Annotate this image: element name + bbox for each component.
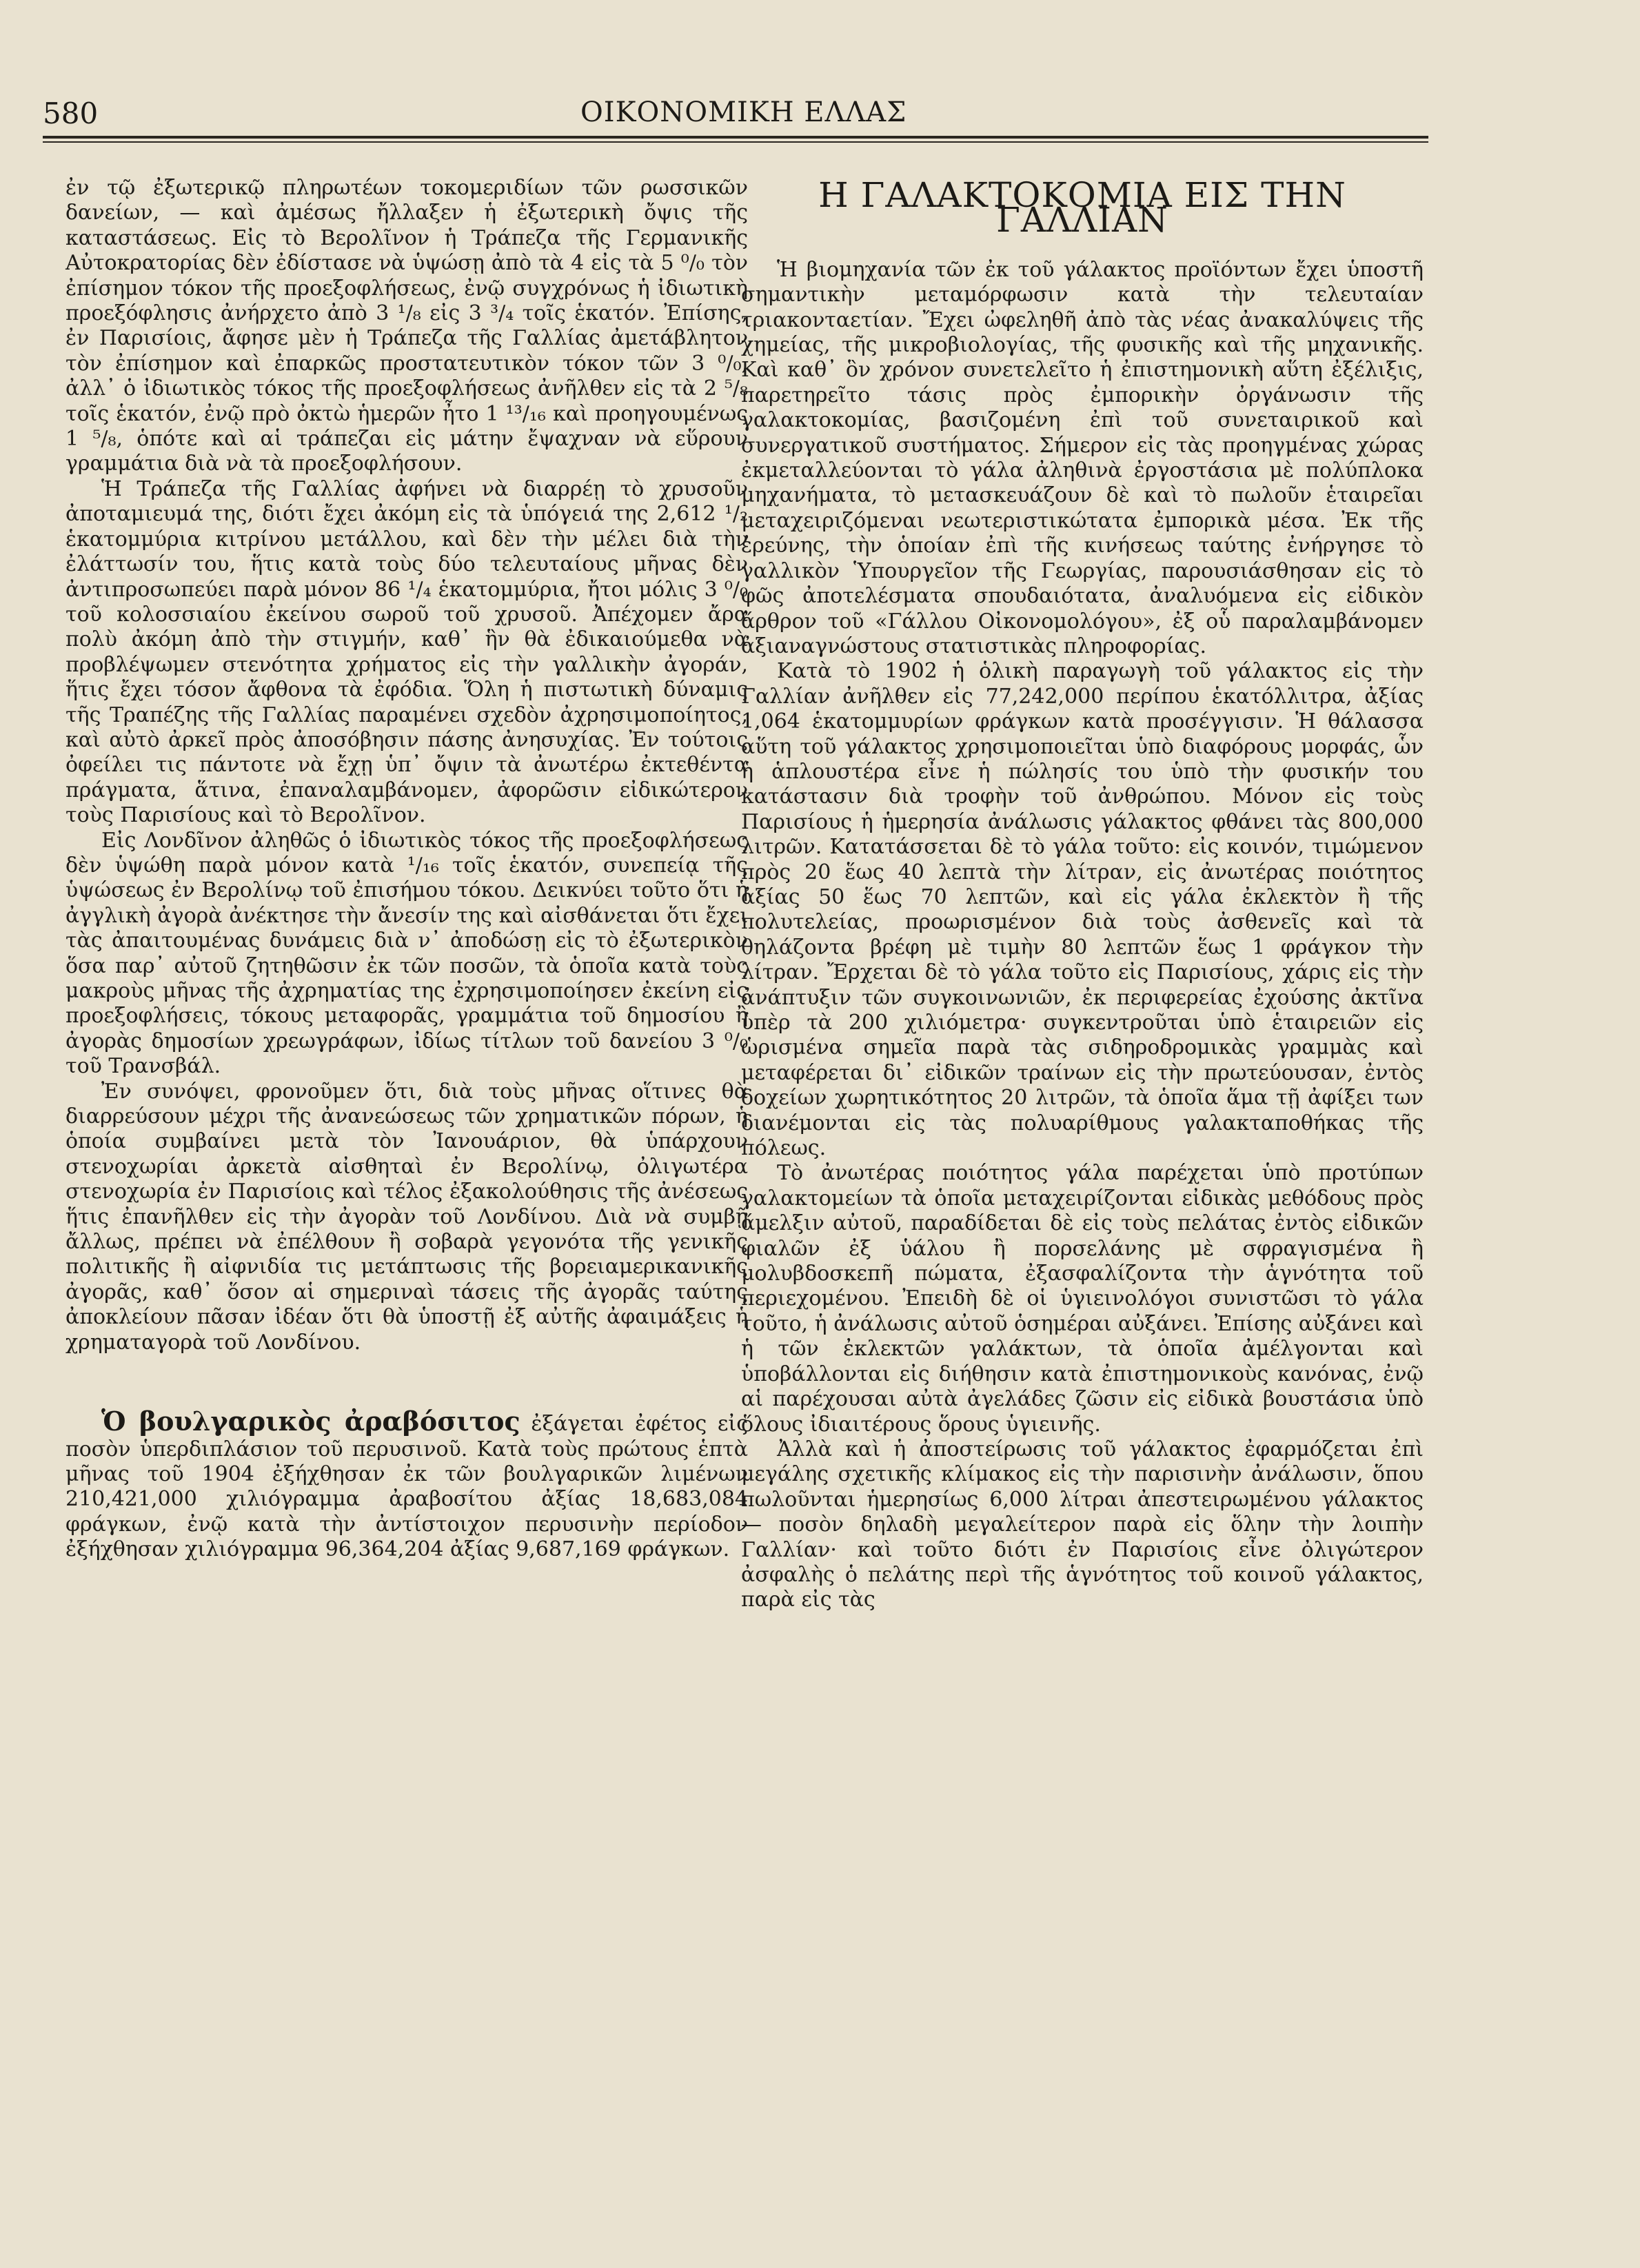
paragraph: Κατὰ τὸ 1902 ἡ ὁλικὴ παραγωγὴ τοῦ γάλακτος εἰς τὴν Γαλλίαν ἀνῆλθεν εἰς 77,242,000 περίπου ἑκατόλλιτρα, ἀξίας 1,064 ἑκατομμυρίων φράγκων κατὰ προσέγγισιν. Ἡ θάλασσα αὕτη τοῦ γάλακτος χρησιμοποιεῖται ὑπὸ διαφόρους μορφάς, ὧν ἡ ἁπλουστέρα εἶνε ἡ πώλησίς του ὑπὸ τὴν φυσικήν του κατάστασιν διὰ τροφὴν τοῦ ἀνθρώπου. Μόνον εἰς τοὺς Παρισίους ἡ ἡμερησία ἀνάλωσις γάλακτος φθάνει τὰς 800,000 λιτρῶν. Κατατάσσεται δὲ τὸ γάλα τοῦτο: εἰς κοινόν, τιμώμενον πρὸς 20 ἕως 40 λεπτὰ τὴν λίτραν, εἰς ἀνωτέρας ποιότητος ἀξίας 50 ἕως 70 λεπτῶν, καὶ εἰς γάλα ἐκλεκτὸν ἢ τῆς πολυτελείας, προωρισμένον διὰ τοὺς ἀσθενεῖς καὶ τὰ θηλάζοντα βρέφη μὲ τιμὴν 80 λεπτῶν ἕως 1 φράγκον τὴν λίτραν. Ἔρχεται δὲ τὸ γάλα τοῦτο εἰς Παρισίους, χάρις εἰς τὴν ἀνάπτυξιν τῶν συγκοινωνιῶν, ἐκ περιφερείας ἐχούσης ἀκτῖνα ὑπὲρ τὰ 200 χιλιόμετρα· συγκεντροῦται ὑπὸ ἑταιρειῶν εἰς ὡρισμένα σημεῖα παρὰ τὰς σιδηροδρομικὰς γραμμὰς καὶ μεταφέρεται δι᾽ εἰδικῶν τραίνων εἰς τὴν πρωτεύουσαν, ἐντὸς δοχείων χωρητικότητος 20 λιτρῶν, τὰ ὁποῖα ἅμα τῇ ἀφίξει των διανέμονται εἰς τὰς πολυαρίθμους γαλακταποθήκας τῆς πόλεως. [741, 659, 1424, 1161]
news-item-text: ἐξάγεται ἐφέτος εἰς ποσὸν ὑπερδιπλάσιον τοῦ περυσινοῦ. Κατὰ τοὺς πρώτους ἑπτὰ μῆνας τοῦ 1904 ἐξήχθησαν ἐκ τῶν βουλγαρικῶν λιμένων 210,421,000 χιλιόγραμμα ἀραβοσίτου ἀξίας 18,683,084 φράγκων, ἐνῷ κατὰ τὴν ἀντίστοιχον περυσινὴν περίοδον ἐξήχθησαν χιλιόγραμμα 96,364,204 ἀξίας 9,687,169 φράγκων. [65, 1412, 748, 1562]
paragraph: Ἡ Τράπεζα τῆς Γαλλίας ἀφήνει νὰ διαρρέῃ τὸ χρυσοῦν ἀποταμιευμά της, διότι ἔχει ἀκόμη εἰς τὰ ὑπόγειά της 2,612 ¹/₂ ἑκατομμύρια κιτρίνου μετάλλου, καὶ δὲν τὴν μέλει διὰ τὴν ἐλάττωσίν του, ἥτις κατὰ τοὺς δύο τελευταίους μῆνας δὲν ἀντιπροσωπεύει παρὰ μόνον 86 ¹/₄ ἑκατομμύρια, ἤτοι μόλις 3 ⁰/₀ τοῦ κολοσσιαίου ἐκείνου σωροῦ τοῦ χρυσοῦ. Ἀπέχομεν ἄρα πολὺ ἀκόμη ἀπὸ τὴν στιγμήν, καθ᾽ ἣν θὰ ἐδικαιούμεθα νὰ προβλέψωμεν στενότητα χρήματος εἰς τὴν γαλλικὴν ἀγοράν, ἥτις ἔχει τόσον ἄφθονα τὰ ἐφόδια. Ὅλη ἡ πιστωτικὴ δύναμις τῆς Τραπέζης τῆς Γαλλίας παραμένει σχεδὸν ἀχρησιμοποίητος, καὶ αὐτὸ ἀρκεῖ πρὸς ἀποσόβησιν πάσης ἀνησυχίας. Ἐν τούτοις ὀφείλει τις πάντοτε νὰ ἔχῃ ὑπ᾽ ὄψιν τὰ ἀνωτέρω ἐκτεθέντα πράγματα, ἅτινα, ἐπαναλαμβάνομεν, ἀφορῶσιν εἰδικώτερον τοὺς Παρισίους καὶ τὸ Βερολῖνον. [65, 476, 748, 828]
news-item-heading: Ὁ βουλγαρικὸς ἀραβόσιτος [101, 1406, 520, 1437]
paragraph: Ἡ βιομηχανία τῶν ἐκ τοῦ γάλακτος προϊόντων ἔχει ὑποστῆ σημαντικὴν μεταμόρφωσιν κατὰ τὴν τελευταίαν τριακονταετίαν. Ἔχει ὠφεληθῆ ἀπὸ τὰς νέας ἀνακαλύψεις τῆς χημείας, τῆς μικροβιολογίας, τῆς φυσικῆς καὶ τῆς μηχανικῆς. Καὶ καθ᾽ ὃν χρόνον συνετελεῖτο ἡ ἐπιστημονικὴ αὕτη ἐξέλιξις, παρετηρεῖτο τάσις πρὸς ἐμπορικὴν ὀργάνωσιν τῆς γαλακτοκομίας, βασιζομένη ἐπὶ τοῦ συνεταιρικοῦ καὶ συνεργατικοῦ συστήματος. Σήμερον εἰς τὰς προηγμένας χώρας ἐκμεταλλεύονται τὸ γάλα ἀληθινὰ ἐργοστάσια μὲ πολύπλοκα μηχανήματα, τὸ μετασκευάζουν δὲ καὶ τὸ πωλοῦν ἑταιρεῖαι μεταχειριζόμεναι νεωτεριστικώτατα ἐμπορικὰ μέσα. Ἐκ τῆς ἐρεύνης, τὴν ὁποίαν ἐπὶ τῆς κινήσεως ταύτης ἐνήργησε τὸ γαλλικὸν Ὑπουργεῖον τῆς Γεωργίας, παρουσιάσθησαν εἰς τὸ φῶς ἀποτελέσματα σπουδαιότατα, ἀναλυόμενα εἰς εἰδικὸν ἄρθρον τοῦ «Γάλλου Οἰκονομολόγου», ἐξ οὗ παραλαμβάνομεν ἀξιαναγνώστους στατιστικὰς πληροφορίας. [741, 257, 1424, 658]
news-item [65, 1406, 748, 1562]
paragraph: ἐν τῷ ἐξωτερικῷ πληρωτέων τοκομεριδίων τῶν ρωσσικῶν δανείων, — καὶ ἀμέσως ἤλλαξεν ἡ ἐξωτερικὴ ὄψις τῆς καταστάσεως. Εἰς τὸ Βερολῖνον ἡ Τράπεζα τῆς Γερμανικῆς Αὐτοκρατορίας δὲν ἐδίστασε νὰ ὑψώσῃ ἀπὸ τὰ 4 εἰς τὰ 5 ⁰/₀ τὸν ἐπίσημον τόκον τῆς προεξοφλήσεως, ἐνῷ συγχρόνως ἡ ἰδιωτικὴ προεξόφλησις ἀνήρχετο ἀπὸ 3 ¹/₈ εἰς 3 ³/₄ τοῖς ἑκατόν. Ἐπίσης, ἐν Παρισίοις, ἄφησε μὲν ἡ Τράπεζα τῆς Γαλλίας ἀμετάβλητον τὸν ἐπίσημον καὶ ἐπαρκῶς προστατευτικὸν τόκον τῶν 3 ⁰/₀, ἀλλ᾽ ὁ ἰδιωτικὸς τόκος τῆς προεξοφλήσεως ἀνῆλθεν εἰς τὰ 2 ⁵/₈ τοῖς ἑκατόν, ἐνῷ πρὸ ὀκτὼ ἡμερῶν ἦτο 1 ¹³/₁₆ καὶ προηγουμένως 1 ⁵/₈, ὁπότε καὶ αἱ τράπεζαι εἰς μάτην ἔψαχναν νὰ εὕρουν γραμμάτια διὰ νὰ τὰ προεξοφλήσουν. [65, 176, 748, 476]
article-title: Η ΓΑΛΑΚΤΟΚΟΜΙΑ ΕΙΣ ΤΗΝ ΓΑΛΛΙΑΝ [818, 175, 1346, 241]
paragraph: Ἀλλὰ καὶ ἡ ἀποστείρωσις τοῦ γάλακτος ἐφαρμόζεται ἐπὶ μεγάλης σχετικῆς κλίμακος εἰς τὴν παρισινὴν ἀνάλωσιν, ὅπου πωλοῦνται ἡμερησίως 6,000 λίτραι ἀπεστειρωμένου γάλακτος — ποσὸν δηλαδὴ μεγαλείτερον παρὰ εἰς ὅλην τὴν λοιπὴν Γαλλίαν· καὶ τοῦτο διότι ἐν Παρισίοις εἶνε ὀλιγώτερον ἀσφαλὴς ὁ πελάτης περὶ τῆς ἁγνότητος τοῦ κοινοῦ γάλακτος, παρὰ εἰς τὰς [741, 1437, 1424, 1612]
left-column [65, 176, 748, 1563]
paragraph: Εἰς Λονδῖνον ἀληθῶς ὁ ἰδιωτικὸς τόκος τῆς προεξοφλήσεως δὲν ὑψώθη παρὰ μόνον κατὰ ¹/₁₆ τοῖς ἑκατόν, συνεπείᾳ τῆς ὑψώσεως ἐν Βερολίνῳ τοῦ ἐπισήμου τόκου. Δεικνύει τοῦτο ὅτι ἡ ἀγγλικὴ ἀγορὰ ἀνέκτησε τὴν ἄνεσίν της καὶ αἰσθάνεται ὅτι ἔχει τὰς ἀπαιτουμένας δυνάμεις διὰ ν᾽ ἀποδώσῃ εἰς τὸ ἐξωτερικὸν ὅσα παρ᾽ αὐτοῦ ζητηθῶσιν ἐκ τῶν ποσῶν, τὰ ὁποῖα κατὰ τοὺς μακροὺς μῆνας τῆς ἀχρηματίας της ἐχρησιμοποίησεν ἐκείνη εἰς προεξοφλήσεις, τόκους μεταφορᾶς, γραμμάτια τοῦ δημοσίου ἢ ἀγορὰς δημοσίων χρεωγράφων, ἰδίως τίτλων τοῦ δανείου 3 ⁰/₀ τοῦ Τρανσβάλ. [65, 828, 748, 1079]
header-rule [43, 136, 1428, 139]
page-header [43, 97, 1421, 138]
section-gap [65, 1355, 748, 1409]
paragraph: Ἐν συνόψει, φρονοῦμεν ὅτι, διὰ τοὺς μῆνας οἵτινες θὰ διαρρεύσουν μέχρι τῆς ἀνανεώσεως τῶν χρηματικῶν πόρων, ἡ ὁποία συμβαίνει μετὰ τὸν Ἰανουάριον, θὰ ὑπάρχουν στενοχωρίαι ἀρκετὰ αἰσθηταὶ ἐν Βερολίνῳ, ὀλιγωτέρα στενοχωρία ἐν Παρισίοις καὶ τέλος ἐξακολούθησις τῆς ἀνέσεως ἥτις ἐπανῆλθεν εἰς τὴν ἀγορὰν τοῦ Λονδίνου. Διὰ νὰ συμβῇ ἄλλως, πρέπει νὰ ἐπέλθουν ἢ σοβαρὰ γεγονότα τῆς γενικῆς πολιτικῆς ἢ αἰφνιδία τις μετάπτωσις τῆς βορειαμερικανικῆς ἀγορᾶς, καθ᾽ ὅσον αἱ σημεριναὶ τάσεις τῆς ἀγορᾶς ταύτης ἀποκλείουν πᾶσαν ἰδέαν ὅτι θὰ ὑποστῇ ἐξ αὐτῆς ἀφαιμάξεις ἡ χρηματαγορὰ τοῦ Λονδίνου. [65, 1079, 748, 1355]
header-rule-thin [43, 141, 1428, 143]
paragraph: Τὸ ἀνωτέρας ποιότητος γάλα παρέχεται ὑπὸ προτύπων γαλακτομείων τὰ ὁποῖα μεταχειρίζονται εἰδικὰς μεθόδους πρὸς ἄμελξιν αὐτοῦ, παραδίδεται δὲ εἰς τοὺς πελάτας ἐντὸς εἰδικῶν φιαλῶν ἐξ ὑάλου ἢ πορσελάνης μὲ σφραγισμένα ἢ μολυβδοσκεπῆ πώματα, ἐξασφαλίζοντα τὴν ἁγνότητα τοῦ περιεχομένου. Ἐπειδὴ δὲ οἱ ὑγιεινολόγοι συνιστῶσι τὸ γάλα τοῦτο, ἡ ἀνάλωσις αὐτοῦ ὁσημέραι αὐξάνει. Ἐπίσης αὐξάνει καὶ ἡ τῶν ἐκλεκτῶν γαλάκτων, τὰ ὁποῖα ἀμέλγονται καὶ ὑποβάλλονται εἰς διήθησιν κατὰ ἐπιστημονικοὺς κανόνας, ἐνῷ αἱ παρέχουσαι αὐτὰ ἀγελάδες ζῶσιν εἰς εἰδικὰ βουστάσια ὑπὸ ὅλους ἰδιαιτέρους ὅρους ὑγιεινῆς. [741, 1161, 1424, 1437]
running-title: ΟΙΚΟΝΟΜΙΚΗ ΕΛΛΑΣ [580, 97, 907, 128]
page-number: 580 [43, 97, 99, 130]
right-column [741, 176, 1424, 1613]
